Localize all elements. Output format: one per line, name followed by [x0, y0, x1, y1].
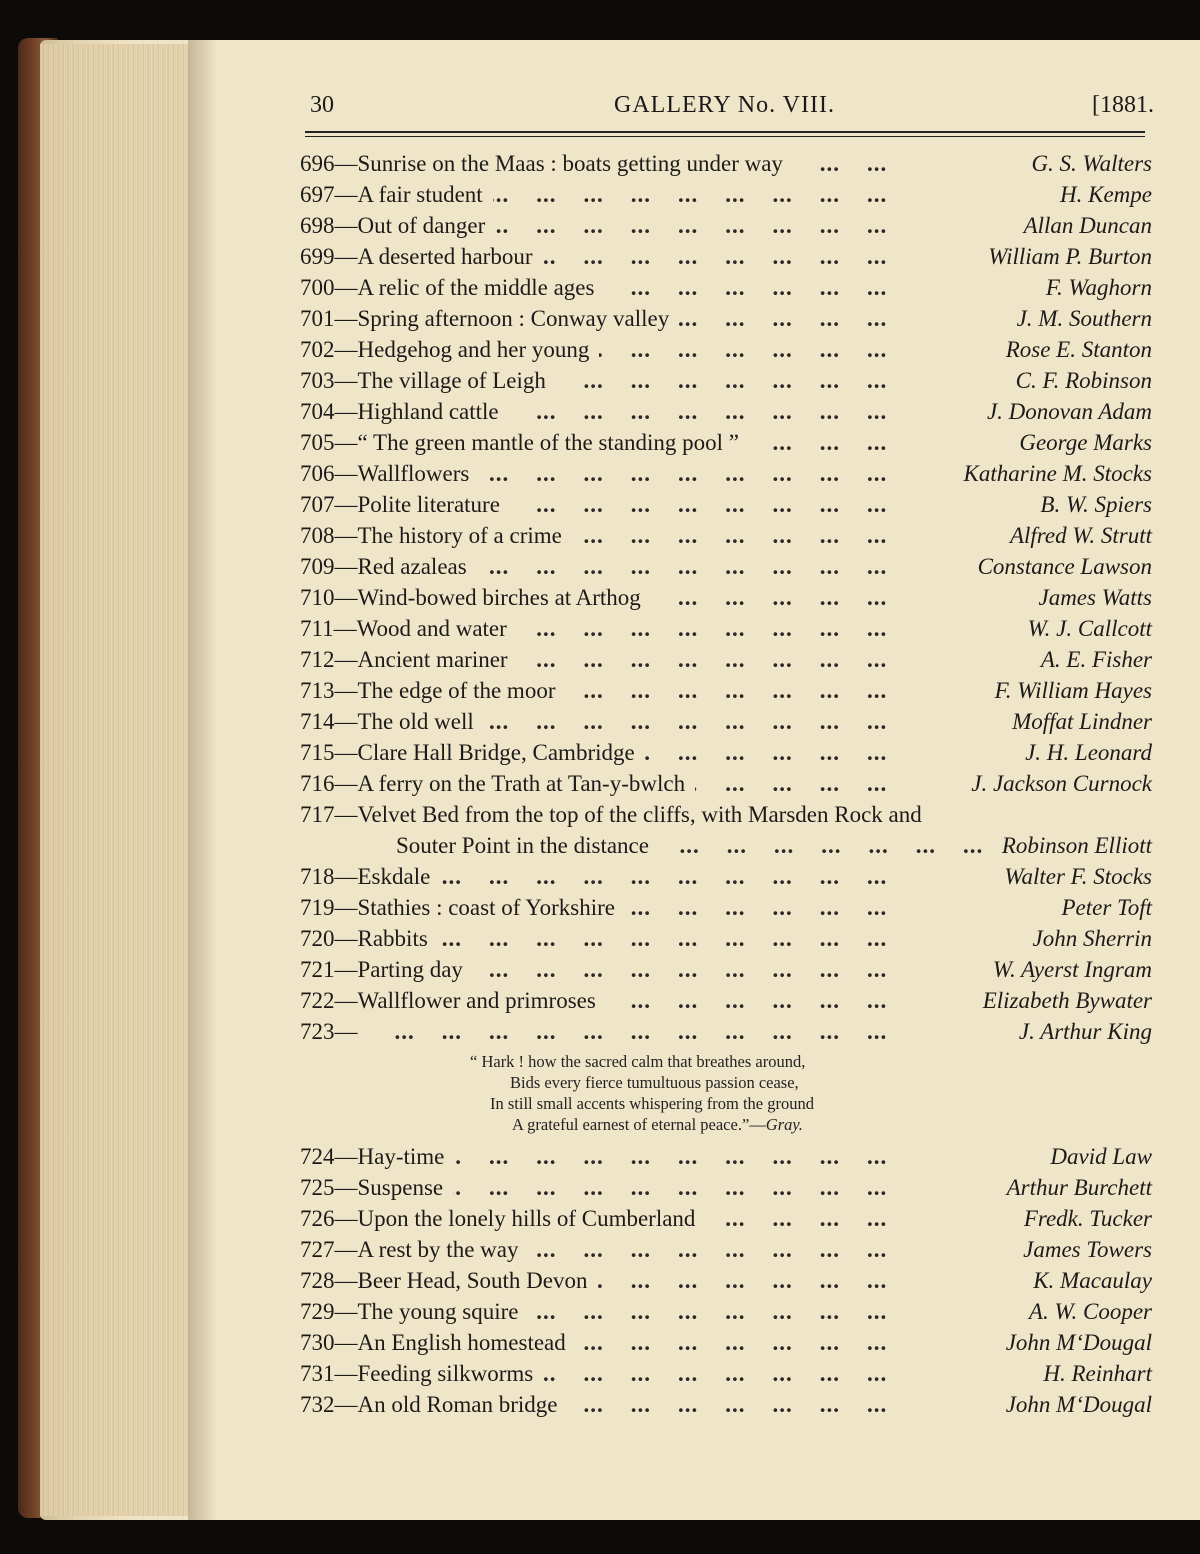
entry-artist: H. Kempe: [1050, 179, 1152, 210]
spine-shadow: [188, 40, 218, 1520]
entry-717-title-line1: 717—Velvet Bed from the top of the cliffs, with Marsden Rock and: [300, 802, 932, 827]
catalogue-entry: [300, 458, 1152, 489]
catalogue-entries: [300, 148, 1152, 1420]
entry-title: 725—Suspense: [300, 1175, 453, 1200]
entry-title: 699—A deserted harbour: [300, 244, 543, 269]
catalogue-entry: [300, 861, 1152, 892]
verse-quote: [470, 1051, 950, 1135]
catalogue-entry: [300, 954, 1152, 985]
catalogue-entry: [300, 1389, 1152, 1420]
entry-artist: Allan Duncan: [1014, 210, 1152, 241]
catalogue-entry: [300, 303, 1152, 334]
entry-artist: Constance Lawson: [968, 551, 1152, 582]
catalogue-entry: [300, 644, 1152, 675]
entry-title: 721—Parting day: [300, 957, 473, 982]
entry-artist: William P. Burton: [978, 241, 1152, 272]
entry-title: 706—Wallflowers: [300, 461, 479, 486]
entry-artist: F. Waghorn: [1036, 272, 1152, 303]
entries-group-a: [300, 148, 1152, 799]
catalogue-entry: [300, 1265, 1152, 1296]
entry-title: 700—A relic of the middle ages: [300, 275, 604, 300]
verse-line-2: Bids every fierce tumultuous passion cease,: [510, 1073, 799, 1092]
entry-title: 701—Spring afternoon : Conway valley: [300, 306, 679, 331]
entry-717-line2: [300, 830, 1152, 861]
entry-title: 724—Hay-time: [300, 1144, 454, 1169]
catalogue-entry: [300, 520, 1152, 551]
entry-title: 726—Upon the lonely hills of Cumberland: [300, 1206, 705, 1231]
entry-title: 704—Highland cattle: [300, 399, 509, 424]
catalogue-entry: [300, 675, 1152, 706]
entry-artist: A. W. Cooper: [1019, 1296, 1152, 1327]
page-header: [300, 92, 1160, 126]
header-rule-thin: [305, 136, 1145, 137]
catalogue-entry: [300, 396, 1152, 427]
verse-line-3: In still small accents whispering from the ground: [490, 1094, 814, 1113]
catalogue-entry: [300, 1234, 1152, 1265]
catalogue-entry: [300, 582, 1152, 613]
catalogue-entry: [300, 1203, 1152, 1234]
verse-line-4: [470, 1114, 950, 1135]
catalogue-entry: [300, 365, 1152, 396]
entry-title: 718—Eskdale: [300, 864, 440, 889]
catalogue-entry: [300, 1172, 1152, 1203]
year-label: [1881.: [1092, 92, 1154, 118]
entry-title: 712—Ancient mariner: [300, 647, 518, 672]
entry-artist: Arthur Burchett: [997, 1172, 1152, 1203]
entry-title: 727—A rest by the way: [300, 1237, 528, 1262]
entry-title: 719—Stathies : coast of Yorkshire: [300, 895, 625, 920]
entry-artist: J. Arthur King: [1009, 1016, 1152, 1047]
catalogue-entry: [300, 272, 1152, 303]
entry-title: 702—Hedgehog and her young: [300, 337, 599, 362]
entry-artist: Rose E. Stanton: [996, 334, 1152, 365]
entry-artist: W. Ayerst Ingram: [983, 954, 1152, 985]
entry-title: 713—The edge of the moor: [300, 678, 565, 703]
entry-title: 705—“ The green mantle of the standing pool ”: [300, 430, 749, 455]
catalogue-entry: [300, 1358, 1152, 1389]
entry-title: 707—Polite literature: [300, 492, 510, 517]
catalogue-entry: [300, 1016, 1152, 1047]
entry-title: 720—Rabbits: [300, 926, 438, 951]
entry-title: 697—A fair student: [300, 182, 493, 207]
catalogue-entry: [300, 489, 1152, 520]
verse-line-4-text: A grateful earnest of eternal peace.”—: [512, 1115, 766, 1134]
entry-artist: Alfred W. Strutt: [1000, 520, 1152, 551]
gallery-title: GALLERY No. VIII.: [614, 92, 835, 118]
entry-title: 729—The young squire: [300, 1299, 528, 1324]
entry-title: 731—Feeding silkworms: [300, 1361, 543, 1386]
entry-title: 714—The old well: [300, 709, 484, 734]
catalogue-entry: [300, 706, 1152, 737]
catalogue-entry: [300, 737, 1152, 768]
entry-title: 703—The village of Leigh: [300, 368, 556, 393]
entry-artist: J. Donovan Adam: [977, 396, 1152, 427]
catalogue-entry: [300, 1296, 1152, 1327]
entry-title: 732—An old Roman bridge: [300, 1392, 567, 1417]
entries-group-b: [300, 861, 1152, 1047]
entry-artist: David Law: [1040, 1141, 1152, 1172]
entry-title: 710—Wind-bowed birches at Arthog: [300, 585, 651, 610]
entry-artist: Walter F. Stocks: [994, 861, 1152, 892]
entry-title: 730—An English homestead: [300, 1330, 576, 1355]
entry-artist: F. William Hayes: [985, 675, 1152, 706]
verse-attribution: Gray.: [765, 1115, 803, 1134]
entry-title: 716—A ferry on the Trath at Tan-y-bwlch: [300, 771, 695, 796]
catalogue-entry: [300, 1141, 1152, 1172]
catalogue-entry: [300, 551, 1152, 582]
entry-artist: James Watts: [1028, 582, 1152, 613]
entry-title: 722—Wallflower and primroses: [300, 988, 606, 1013]
entry-artist: Peter Toft: [1051, 892, 1152, 923]
entry-artist: John Sherrin: [1023, 923, 1152, 954]
catalogue-entry: [300, 334, 1152, 365]
entry-artist: J. M. Southern: [1007, 303, 1152, 334]
page-number: 30: [310, 92, 334, 118]
entry-artist: A. E. Fisher: [1031, 644, 1152, 675]
entries-group-c: [300, 1141, 1152, 1420]
entry-title: 715—Clare Hall Bridge, Cambridge: [300, 740, 645, 765]
catalogue-entry: [300, 613, 1152, 644]
catalogue-entry: [300, 148, 1152, 179]
entry-artist: J. H. Leonard: [1015, 737, 1152, 768]
entry-title: 709—Red azaleas: [300, 554, 477, 579]
catalogue-entry: [300, 768, 1152, 799]
entry-title: 728—Beer Head, South Devon: [300, 1268, 597, 1293]
entry-717-line1: [300, 799, 1152, 830]
entry-artist: James Towers: [1013, 1234, 1152, 1265]
entry-717-artist: Robinson Elliott: [992, 830, 1152, 861]
entry-717-title-line2: Souter Point in the distance: [396, 833, 659, 858]
entry-title: 698—Out of danger: [300, 213, 495, 238]
entry-title: 723—: [300, 1019, 368, 1044]
entry-artist: Katharine M. Stocks: [954, 458, 1152, 489]
entry-artist: K. Macaulay: [1023, 1265, 1152, 1296]
catalogue-entry: [300, 1327, 1152, 1358]
entry-artist: C. F. Robinson: [1006, 365, 1152, 396]
catalogue-entry: [300, 241, 1152, 272]
entry-artist: G. S. Walters: [1021, 148, 1152, 179]
entry-title: 696—Sunrise on the Maas : boats getting under way: [300, 151, 793, 176]
entry-title: 711—Wood and water: [300, 616, 517, 641]
verse-line-1: “ Hark ! how the sacred calm that breathes around,: [470, 1052, 806, 1071]
entry-artist: Fredk. Tucker: [1014, 1203, 1152, 1234]
entry-artist: H. Reinhart: [1033, 1358, 1152, 1389]
catalogue-entry: [300, 210, 1152, 241]
entry-artist: John M‘Dougal: [996, 1389, 1152, 1420]
catalogue-entry: [300, 923, 1152, 954]
entry-artist: J. Jackson Curnock: [961, 768, 1152, 799]
catalogue-entry: [300, 985, 1152, 1016]
catalogue-entry: [300, 892, 1152, 923]
entry-artist: John M‘Dougal: [996, 1327, 1152, 1358]
entry-artist: W. J. Callcott: [1018, 613, 1152, 644]
catalogue-entry: [300, 427, 1152, 458]
entry-artist: Moffat Lindner: [1002, 706, 1152, 737]
header-rule-thick: [305, 131, 1145, 133]
entry-artist: Elizabeth Bywater: [973, 985, 1152, 1016]
catalogue-entry: [300, 179, 1152, 210]
entry-artist: B. W. Spiers: [1030, 489, 1152, 520]
entry-artist: George Marks: [1009, 427, 1152, 458]
page-edges: [40, 44, 188, 1516]
entry-title: 708—The history of a crime: [300, 523, 572, 548]
